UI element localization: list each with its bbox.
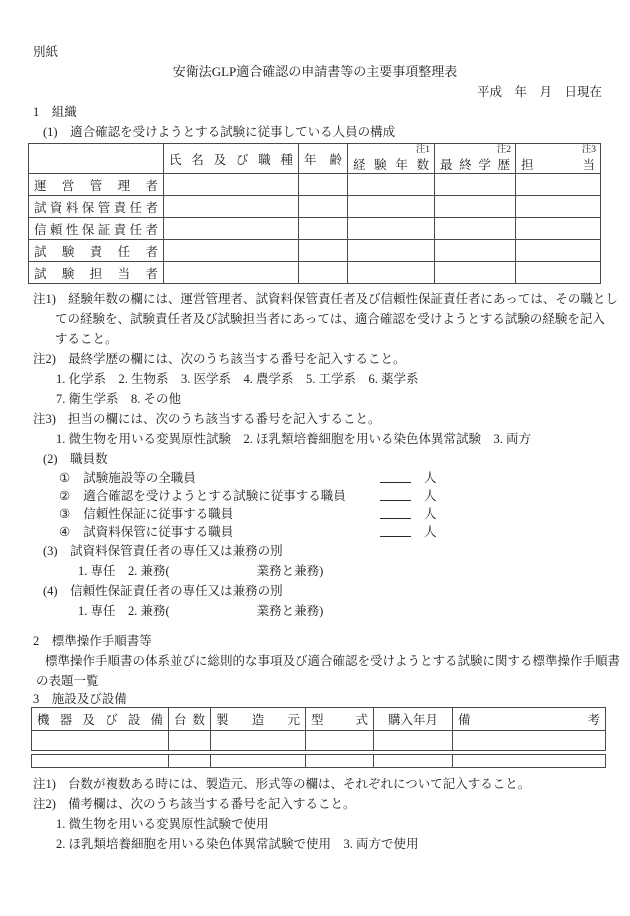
column-label: 台数: [174, 713, 205, 727]
header-cell-education: [435, 144, 516, 174]
facility-note1-line: [0, 774, 630, 794]
empty-cell: [299, 240, 348, 262]
column-label: 機器及び設備: [37, 713, 163, 727]
empty-cell: [435, 262, 516, 284]
note3-label: 注3): [33, 412, 56, 426]
item-label: 試資料保管に従事する職員: [83, 525, 234, 539]
row-label: [29, 174, 164, 196]
note-ref-2: 注2: [496, 145, 511, 155]
table-row-operations-manager: [29, 174, 601, 196]
empty-cell: [348, 240, 435, 262]
fill-in-blank: [380, 500, 411, 501]
empty-cell: [164, 218, 299, 240]
note3-options-1: 1. 微生物を用いる変異原性試験 2. ほ乳類培養細胞を用いる染色体異常試験 3. 両方: [56, 432, 532, 446]
option-prefix: 1. 専任 2. 兼務(: [78, 564, 170, 578]
row-label-text: 試験担当者: [34, 266, 158, 281]
column-label: 備考: [458, 713, 600, 727]
table-row-study-personnel: [29, 262, 601, 284]
empty-cell: [306, 755, 374, 768]
header-cell-experience: [348, 144, 435, 174]
empty-cell: [435, 218, 516, 240]
empty-cell: [306, 731, 374, 751]
empty-cell: [299, 262, 348, 284]
empty-cell: [348, 196, 435, 218]
column-label: 型式: [311, 713, 368, 727]
option-suffix: 業務と兼務): [256, 564, 324, 578]
empty-cell: [435, 174, 516, 196]
header-cell-purchase-date: [374, 708, 453, 731]
note1-label: 注1): [33, 292, 56, 306]
header-cell-name-role: [164, 144, 299, 174]
note2-line: [0, 349, 630, 369]
section1-4-options: [0, 601, 630, 621]
facility-note1-text: 台数が複数ある時には、製造元、形式等の欄は、それぞれについて記入すること。: [68, 777, 531, 791]
empty-cell: [169, 731, 211, 751]
facility-note1-label: 注1): [33, 777, 56, 791]
note1-line2: ての経験を、試験責任者及び試験担当者にあっては、適合確認を受けようとする試験の経験を記入: [55, 312, 605, 326]
facility-note2-line: [0, 794, 630, 814]
row-label: [29, 240, 164, 262]
column-label: 購入年月: [387, 713, 438, 727]
fill-in-blank: [380, 518, 411, 519]
note2-options-1: 1. 化学系 2. 生物系 3. 医学系 4. 農学系 5. 工学系 6. 薬学系: [56, 372, 419, 386]
column-label: 氏名及び職種: [169, 152, 293, 167]
empty-cell: [348, 262, 435, 284]
item-number: ②: [59, 489, 71, 503]
row-label: [29, 196, 164, 218]
option-prefix: 1. 専任 2. 兼務(: [78, 604, 170, 618]
personnel-table-header-row: [29, 144, 601, 174]
empty-cell: [516, 218, 601, 240]
empty-cell: [453, 731, 606, 751]
section2-body-line1: 標準操作手順書の体系並びに総則的な事項及び適合確認を受けようとする試験に関する標準操作手順書: [45, 654, 621, 668]
empty-cell: [435, 196, 516, 218]
unit-label: 人: [424, 507, 437, 521]
facility-note2-label: 注2): [33, 797, 56, 811]
column-label: 年齢: [304, 152, 342, 167]
empty-cell: [169, 755, 211, 768]
date-line: 平成 年 月 日現在: [476, 85, 602, 99]
item-label: 適合確認を受けようとする試験に従事する職員: [83, 489, 346, 503]
empty-cell: [32, 755, 169, 768]
staff-item-1: [0, 469, 630, 487]
empty-cell: [516, 262, 601, 284]
header-cell-age: [299, 144, 348, 174]
equipment-table: [31, 707, 606, 751]
table-row-archive-manager: [29, 196, 601, 218]
header-cell-blank: [29, 144, 164, 174]
attachment-label: 別紙: [33, 45, 59, 59]
row-label: [29, 218, 164, 240]
option-suffix: 業務と兼務): [256, 604, 324, 618]
note2-text: 最終学歴の欄には、次のうち該当する番号を記入すること。: [68, 352, 406, 366]
section2-heading: 2 標準操作手順書等: [33, 634, 152, 648]
empty-cell: [516, 174, 601, 196]
header-cell-charge: [516, 144, 601, 174]
section2-body-line2: の表題一覧: [36, 674, 99, 688]
section1-3-options: [0, 561, 630, 581]
table-row-qa-manager: [29, 218, 601, 240]
section1-1-heading: (1) 適合確認を受けようとする試験に従事している人員の構成: [43, 125, 396, 139]
page-title: 安衛法GLP適合確認の申請書等の主要事項整理表: [172, 64, 458, 79]
fill-in-blank: [380, 536, 411, 537]
empty-cell: [299, 196, 348, 218]
empty-cell: [32, 731, 169, 751]
equipment-table-empty-row: [32, 755, 606, 768]
header-cell-model: [306, 708, 374, 731]
item-number: ①: [59, 471, 71, 485]
empty-cell: [516, 240, 601, 262]
row-label-text: 試験責任者: [34, 244, 158, 259]
section1-4-heading: (4) 信頼性保証責任者の専任又は兼務の別: [43, 584, 283, 598]
note2-label: 注2): [33, 352, 56, 366]
facility-note2-options-1: 1. 微生物を用いる変異原性試験で使用: [56, 817, 269, 831]
fill-in-blank: [380, 482, 411, 483]
empty-cell: [453, 755, 606, 768]
empty-cell: [164, 262, 299, 284]
empty-cell: [348, 218, 435, 240]
note3-text: 担当の欄には、次のうち該当する番号を記入すること。: [68, 412, 381, 426]
table-row-study-director: [29, 240, 601, 262]
item-number: ④: [59, 525, 71, 539]
staff-item-4: [0, 523, 630, 541]
unit-label: 人: [424, 471, 437, 485]
empty-cell: [374, 731, 453, 751]
section1-heading: 1 組織: [33, 105, 77, 119]
header-cell-remarks: [453, 708, 606, 731]
empty-cell: [211, 731, 306, 751]
staff-item-3: [0, 505, 630, 523]
item-label: 試験施設等の全職員: [83, 471, 196, 485]
item-number: ③: [59, 507, 71, 521]
note-ref-3: 注3: [581, 145, 596, 155]
row-label-text: 試資料保管責任者: [34, 200, 158, 215]
section3-heading: 3 施設及び設備: [33, 692, 127, 706]
facility-note2-text: 備考欄は、次のうち該当する番号を記入すること。: [68, 797, 356, 811]
empty-cell: [299, 218, 348, 240]
column-label: 担当: [521, 158, 595, 172]
section1-3-heading: (3) 試資料保管責任者の専任又は兼務の別: [43, 544, 283, 558]
empty-cell: [164, 240, 299, 262]
header-cell-equipment: [32, 708, 169, 731]
header-cell-units: [169, 708, 211, 731]
unit-label: 人: [424, 489, 437, 503]
equipment-table-continued-row: [31, 754, 606, 768]
note-ref-1: 注1: [415, 145, 430, 155]
header-cell-manufacturer: [211, 708, 306, 731]
unit-label: 人: [424, 525, 437, 539]
empty-cell: [435, 240, 516, 262]
note1-text: 経験年数の欄には、運営管理者、試資料保管責任者及び信頼性保証責任者にあっては、その職とし: [68, 292, 618, 306]
note1-line1: [0, 289, 630, 309]
empty-cell: [164, 196, 299, 218]
empty-cell: [374, 755, 453, 768]
column-label: 最終学歴: [440, 158, 510, 172]
item-label: 信頼性保証に従事する職員: [83, 507, 234, 521]
personnel-table: [28, 143, 601, 284]
row-label-text: 運営管理者: [34, 178, 158, 193]
column-label: 製造元: [216, 713, 300, 727]
empty-cell: [211, 755, 306, 768]
note2-options-2: 7. 衛生学系 8. その他: [56, 392, 182, 406]
facility-note2-options-2: 2. ほ乳類培養細胞を用いる染色体異常試験で使用 3. 両方で使用: [56, 837, 419, 851]
row-label: [29, 262, 164, 284]
staff-item-2: [0, 487, 630, 505]
empty-cell: [299, 174, 348, 196]
note1-line3: すること。: [55, 332, 118, 346]
section1-2-heading: (2) 職員数: [43, 452, 108, 466]
empty-cell: [164, 174, 299, 196]
equipment-table-header-row: [32, 708, 606, 731]
row-label-text: 信頼性保証責任者: [34, 222, 158, 237]
empty-cell: [348, 174, 435, 196]
equipment-table-empty-row: [32, 731, 606, 751]
empty-cell: [516, 196, 601, 218]
column-label: 経験年数: [353, 158, 429, 172]
note3-line: [0, 409, 630, 429]
